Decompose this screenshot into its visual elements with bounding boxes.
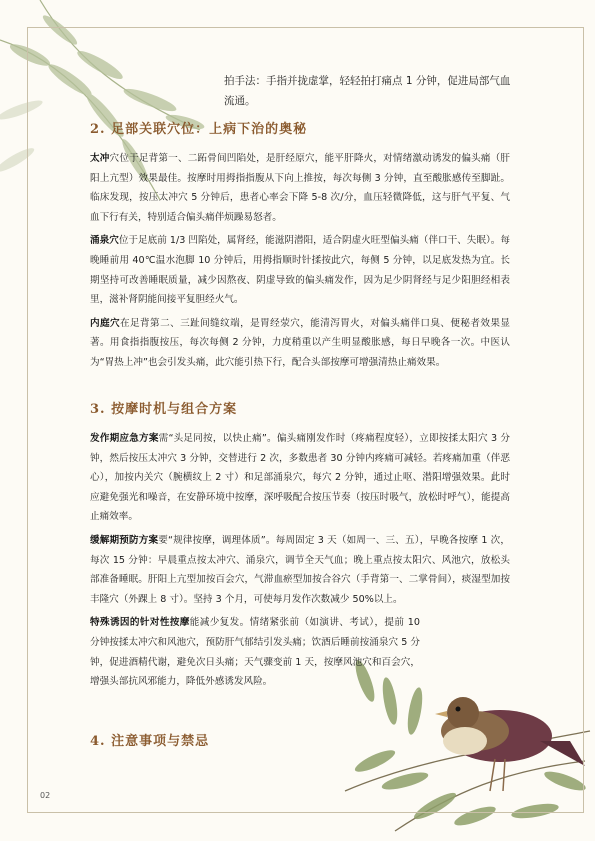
section-heading: 2. 足部关联穴位：上病下治的奥秘 <box>90 122 308 137</box>
section-3 <box>90 398 510 692</box>
paragraph-prevention-plan <box>90 531 510 609</box>
paragraph-text: 位于足底前 1/3 凹陷处，属肾经，能滋阴潜阳，适合阴虚火旺型偏头痛（伴口干、失眠）。每晚睡前用 40℃温水泡脚 10 分钟后，用拇指顺时针揉按此穴，每侧 5 分钟，以足底发热为宜。长期坚持可改善睡眠质量，减少因熬夜、阴虚导致的偏头痛发作，因为足少阴肾经与足少阳胆经相表里，滋补肾阴能间接平复胆经火气。 <box>90 235 510 306</box>
section-2 <box>90 118 510 373</box>
paragraph-yongquan <box>90 231 510 309</box>
paragraph-acute-plan <box>90 429 510 527</box>
section-heading: 4. 注意事项与禁忌 <box>90 734 210 749</box>
paragraph-text: 需“头足同按，以快止痛”。偏头痛刚发作时（疼痛程度轻），立即按揉太阳穴 3 分钟，然后按压太冲穴 3 分钟，交替进行 2 次，多数患者 30 分钟内疼痛可减轻。若疼痛加重（伴恶心），加按内关穴（腕横纹上 2 寸）和足部涌泉穴，每穴 2 分钟，通过止呕、潜阳增强效果。此时应避免强光和噪音，在安静环境中按摩，深呼吸配合按压节奏（按压时吸气，放松时呼气），能提高止痛效率。 <box>90 433 511 523</box>
section-heading: 3. 按摩时机与组合方案 <box>90 402 238 417</box>
term-label: 缓解期预防方案 <box>90 534 159 546</box>
paragraph-taichong <box>90 149 510 227</box>
paragraph-text: 穴位于足背第一、二跖骨间凹陷处，是肝经原穴，能平肝降火，对情绪激动诱发的偏头痛（肝阳上亢型）效果最佳。按摩时用拇指指腹从下向上推按，每次每侧 3 分钟，直至酸胀感传至脚趾。临床发现，按压太冲穴 5 分钟后，患者心率会下降 5-8 次/分，血压轻微降低，这与肝气平复、气血下行有关，特别适合偏头痛伴烦躁易怒者。 <box>90 153 511 223</box>
paragraph-neiting <box>90 314 510 373</box>
paragraph-trigger-plan <box>90 613 420 691</box>
section-4 <box>90 730 510 749</box>
term-label: 内庭穴 <box>90 317 121 329</box>
intro-paragraph: 拍手法：手指并拢虚掌，轻轻拍打痛点 1 分钟，促进局部气血流通。 <box>224 75 511 107</box>
paragraph-text: 在足背第二、三趾间缝纹端，是胃经荥穴，能清泻胃火，对偏头痛伴口臭、便秘者效果显著。用食指指腹按压，每次每侧 2 分钟，力度稍重以产生明显酸胀感，每日早晚各一次。中医认为“胃热上冲”也会引发头痛，此穴能引热下行，配合头部按摩可增强清热止痛效果。 <box>90 317 511 368</box>
paragraph-text: 要“规律按摩，调理体质”。每周固定 3 天（如周一、三、五），早晚各按摩 1 次，每次 15 分钟：早晨重点按太冲穴、涌泉穴，调节全天气血；晚上重点按太阳穴、风池穴，放松头部准备睡眠。肝阳上亢型加按百会穴，气滞血瘀型加按合谷穴（手背第一、二掌骨间），痰湿型加按丰隆穴（外踝上 8 寸）。坚持 3 个月，可使每月发作次数减少 50%以上。 <box>90 534 511 605</box>
term-label: 特殊诱因的针对性按摩 <box>90 617 190 629</box>
term-label: 涌泉穴 <box>90 235 119 247</box>
page-number: 02 <box>40 791 51 800</box>
paragraph-text: 能减少复发。情绪紧张前（如演讲、考试），提前 10 分钟按揉太冲穴和风池穴，预防肝气郁结引发头痛；饮酒后睡前按涌泉穴 5 分钟，促进酒精代谢，避免次日头痛；天气骤变前 1 天，按摩风池穴和百会穴，增强头部抗风邪能力，降低外感诱发风险。 <box>90 617 421 688</box>
term-label: 发作期应急方案 <box>90 433 159 444</box>
term-label: 太冲 <box>90 153 110 164</box>
